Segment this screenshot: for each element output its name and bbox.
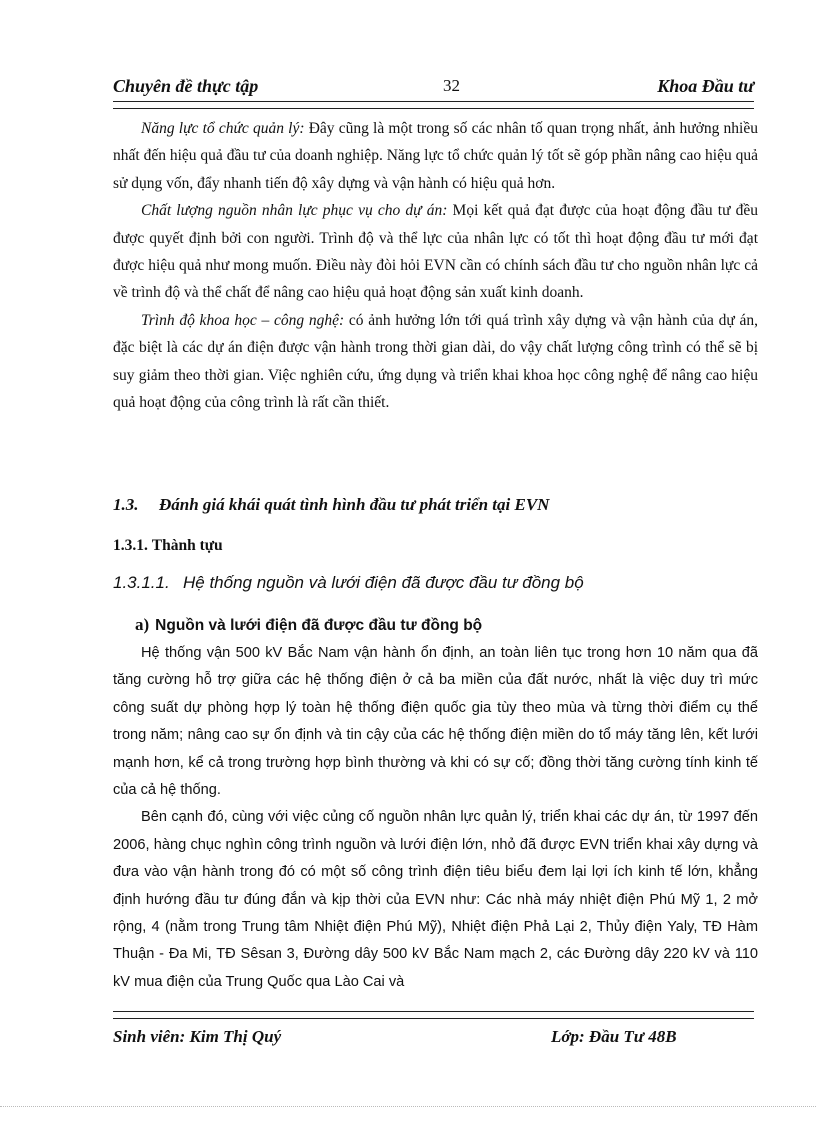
page-footer [113, 1027, 754, 1051]
paragraph: Hệ thống vận 500 kV Bắc Nam vận hành ổn định, an toàn liên tục trong hơn 10 năm qua đã tăng cường hỗ trợ giữa các hệ thống điện ở cả ba miền của đất nước, nhất là việc duy trì mức công suất dự phòng hợp lý toàn hệ thống điện quốc gia tùy theo mùa và từng thời điểm cụ thể trong năm; nâng cao sự ổn định và tin cậy của các hệ thống điện miền do tổ máy tăng lên, kết lưới mạnh hơn, kể cả trong trường hợp bình thường và khi có sự cố; đồng thời tăng cường tính kinh tế của cả hệ thống. [113, 645, 758, 799]
footer-student: Sinh viên: Kim Thị Quý [113, 1027, 282, 1046]
paragraph-lead: Trình độ khoa học – công nghệ: [141, 311, 345, 329]
item-a-label: a) [135, 615, 150, 634]
section-number: 1.3. [113, 495, 139, 514]
paragraph [113, 197, 758, 307]
section-heading [113, 495, 549, 515]
header-department: Khoa Đầu tư [657, 76, 754, 96]
footer-divider [113, 1011, 754, 1019]
footer-class: Lớp: Đầu Tư 48B [551, 1027, 677, 1046]
paragraph-text: Mọi kết quả đạt được của hoạt động đầu tư đều được quyết định bởi con người. Trình độ và thể lực của nhân lực có tốt thì hoạt động đầu tư mới đạt được hiệu quả như mong muốn. Điều này đòi hỏi EVN cần có chính sách đầu tư cho nguồn nhân lực cả về trình độ và thể chất để nâng cao hiệu quả hoạt động sản xuất kinh doanh. [113, 202, 759, 302]
paragraph-lead: Chất lượng nguồn nhân lực phục vụ cho dự án: [141, 202, 448, 220]
subsubsection-heading [113, 573, 584, 593]
header-divider [113, 101, 754, 109]
paragraph-lead: Năng lực tổ chức quản lý: [141, 120, 305, 137]
body-text-top [113, 115, 758, 416]
page-number: 32 [443, 76, 460, 95]
subsubsection-title: Hệ thống nguồn và lưới điện đã được đầu tư đồng bộ [183, 573, 584, 592]
paragraph: Bên cạnh đó, cùng với việc củng cố nguồn nhân lực quản lý, triển khai các dự án, từ 1997 đến 2006, hàng chục nghìn công trình nguồn và lưới điện lớn, nhỏ đã được EVN triển khai xây dựng và đưa vào vận hành trong đó có một số công trình điện tiêu biểu đem lại lợi ích kinh tế lớn, khẳng định hướng đầu tư đúng đắn và kịp thời của EVN như: Các nhà máy nhiệt điện Phú Mỹ 1, 2 mở rộng, 4 (nằm trong Trung tâm Nhiệt điện Phú Mỹ), Nhiệt điện Phả Lại 2, Thủy điện Yaly, TĐ Hàm Thuận - Đa Mi, TĐ Sêsan 3, Đường dây 500 kV Bắc Nam mạch 2, các Đường dây 220 kV và 110 kV mua điện của Trung Quốc qua Lào Cai và [113, 809, 758, 990]
subsubsection-number: 1.3.1.1. [113, 573, 170, 592]
paragraph-text: Đây cũng là một trong số các nhân tố quan trọng nhất, ảnh hưởng nhiều nhất đến hiệu quả đầu tư của doanh nghiệp. Năng lực tổ chức quản lý tốt sẽ góp phần nâng cao hiệu quả sử dụng vốn, đẩy nhanh tiến độ xây dựng và vận hành có hiệu quả hơn. [113, 120, 758, 192]
section-title: Đánh giá khái quát tình hình đầu tư phát triển tại EVN [159, 495, 550, 514]
paragraph [113, 115, 758, 197]
header-title: Chuyên đề thực tập [113, 76, 259, 96]
item-a-title: Nguồn và lưới điện đã được đầu tư đồng bộ [155, 617, 483, 634]
subsection-title: Thành tựu [151, 537, 223, 554]
page-header [113, 76, 754, 100]
body-text-bottom [113, 640, 758, 996]
item-a-heading [135, 615, 482, 635]
page-boundary [0, 1106, 816, 1107]
subsection-number: 1.3.1. [113, 537, 148, 554]
paragraph-text: có ảnh hưởng lớn tới quá trình xây dựng và vận hành của dự án, đặc biệt là các dự án điện được vận hành trong thời gian dài, do vậy chất lượng công trình có thể sẽ bị suy giảm theo thời gian. Việc nghiên cứu, ứng dụng và triển khai khoa học công nghệ để nâng cao hiệu quả hoạt động của công trình là rất cần thiết. [113, 311, 758, 412]
subsection-heading [113, 537, 223, 555]
paragraph [113, 307, 758, 417]
